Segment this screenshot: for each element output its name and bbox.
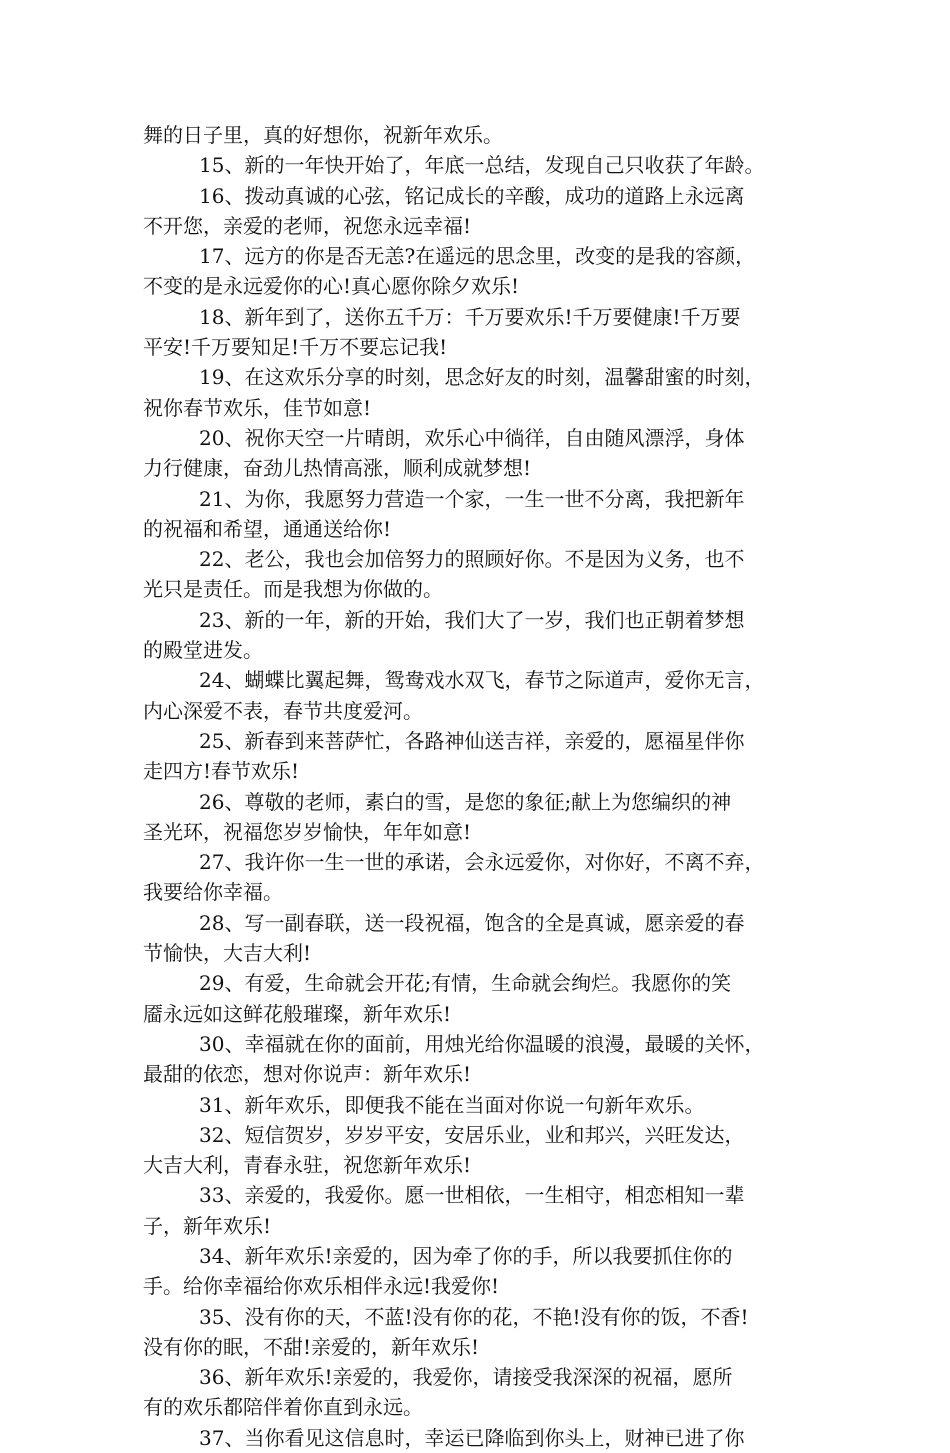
text-line: 19、在这欢乐分享的时刻，思念好友的时刻，温馨甜蜜的时刻，	[199, 365, 765, 390]
text-line: 15、新的一年快开始了，年底一总结，发现自己只收获了年龄。	[199, 153, 765, 178]
text-line: 35、没有你的天，不蓝!没有你的花，不艳!没有你的饭，不香!	[199, 1304, 749, 1329]
text-line: 16、拨动真诚的心弦，铭记成长的辛酸，成功的道路上永远离	[199, 183, 745, 208]
text-line: 21、为你，我愿努力营造一个家，一生一世不分离，我把新年	[199, 486, 745, 511]
text-line: 的殿堂进发。	[143, 638, 263, 663]
text-line: 25、新春到来菩萨忙，各路神仙送吉祥，亲爱的，愿福星伴你	[199, 728, 745, 753]
text-line: 32、短信贺岁，岁岁平安，安居乐业，业和邦兴，兴旺发达，	[199, 1122, 745, 1147]
text-line: 大吉大利，青春永驻，祝您新年欢乐!	[143, 1153, 472, 1178]
text-line: 节愉快，大吉大利!	[143, 941, 312, 966]
text-line: 有的欢乐都陪伴着你直到永远。	[143, 1395, 423, 1420]
text-line: 祝你春节欢乐，佳节如意!	[143, 395, 372, 420]
text-line: 28、写一副春联，送一段祝福，饱含的全是真诚，愿亲爱的春	[199, 910, 745, 935]
text-line: 光只是责任。而是我想为你做的。	[143, 577, 443, 602]
text-line: 37、当你看见这信息时，幸运已降临到你头上，财神已进了你	[199, 1425, 745, 1450]
text-line: 手。给你幸福给你欢乐相伴永远!我爱你!	[143, 1274, 500, 1299]
text-line: 的祝福和希望，通通送给你!	[143, 516, 392, 541]
text-line: 我要给你幸福。	[143, 880, 283, 905]
text-line: 22、老公，我也会加倍努力的照顾好你。不是因为义务，也不	[199, 547, 745, 572]
text-line: 34、新年欢乐!亲爱的，因为牵了你的手，所以我要抓住你的	[199, 1243, 733, 1268]
text-line: 走四方!春节欢乐!	[143, 759, 300, 784]
text-line: 27、我许你一生一世的承诺，会永远爱你，对你好，不离不弃，	[199, 850, 765, 875]
text-line: 没有你的眠，不甜!亲爱的，新年欢乐!	[143, 1334, 480, 1359]
text-line: 最甜的依恋，想对你说声：新年欢乐!	[143, 1062, 472, 1087]
text-line: 29、有爱，生命就会开花;有情，生命就会绚烂。我愿你的笑	[199, 971, 732, 996]
text-line: 30、幸福就在你的面前，用烛光给你温暖的浪漫，最暖的关怀，	[199, 1031, 765, 1056]
text-line: 17、远方的你是否无恙?在遥远的思念里，改变的是我的容颜，	[199, 244, 756, 269]
document-body	[143, 120, 823, 1453]
text-line: 舞的日子里，真的好想你，祝新年欢乐。	[143, 123, 503, 147]
text-line: 靥永远如这鲜花般璀璨，新年欢乐!	[143, 1001, 452, 1026]
text-line: 不开您，亲爱的老师，祝您永远幸福!	[143, 213, 472, 238]
text-line: 圣光环，祝福您岁岁愉快，年年如意!	[143, 819, 472, 844]
text-line: 31、新年欢乐，即便我不能在当面对你说一句新年欢乐。	[199, 1092, 705, 1117]
text-line: 不变的是永远爱你的心!真心愿你除夕欢乐!	[143, 274, 520, 299]
text-line: 子，新年欢乐!	[143, 1213, 272, 1238]
text-line: 33、亲爱的，我爱你。愿一世相依，一生相守，相恋相知一辈	[199, 1183, 745, 1208]
text-line: 18、新年到了，送你五千万：千万要欢乐!千万要健康!千万要	[199, 304, 741, 329]
text-line: 36、新年欢乐!亲爱的，我爱你，请接受我深深的祝福，愿所	[199, 1365, 733, 1390]
text-line: 23、新的一年，新的开始，我们大了一岁，我们也正朝着梦想	[199, 607, 745, 632]
text-line: 内心深爱不表，春节共度爱河。	[143, 698, 423, 723]
text-line: 力行健康，奋劲儿热情高涨，顺利成就梦想!	[143, 456, 532, 481]
text-line: 20、祝你天空一片晴朗，欢乐心中徜徉，自由随风漂浮，身体	[199, 425, 745, 450]
text-line: 平安!千万要知足!千万不要忘记我!	[143, 335, 448, 360]
text-line: 26、尊敬的老师，素白的雪，是您的象征;献上为您编织的神	[199, 789, 732, 814]
text-line: 24、蝴蝶比翼起舞，鸳鸯戏水双飞，春节之际道声，爱你无言，	[199, 668, 765, 693]
